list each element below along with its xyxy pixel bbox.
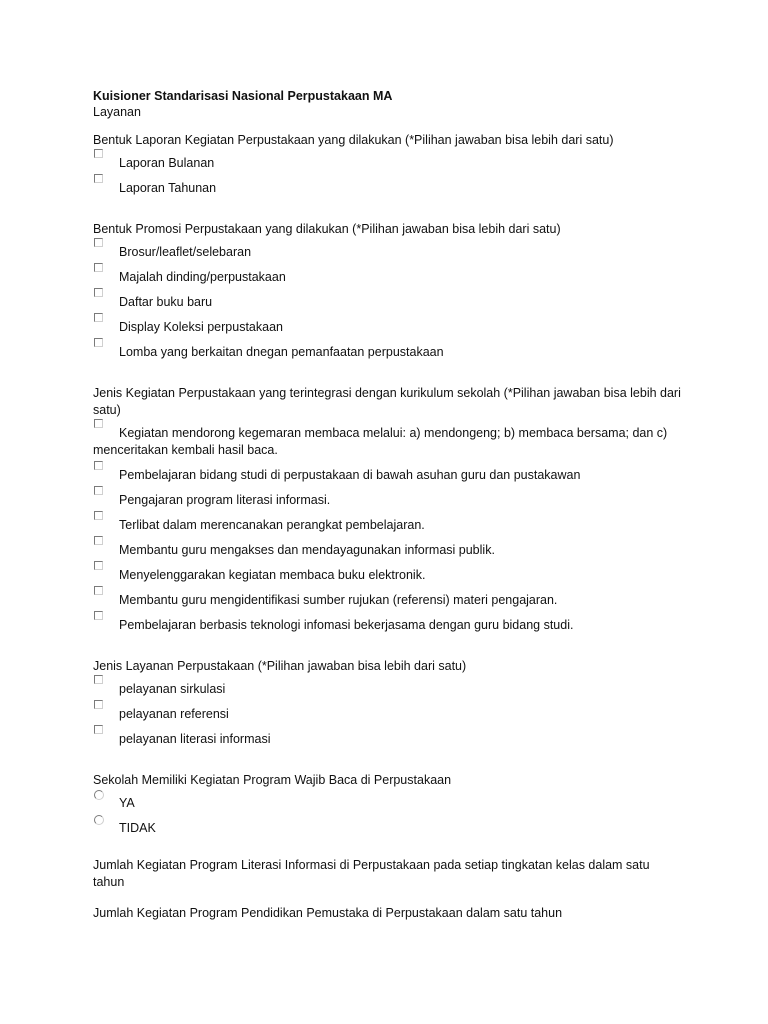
option-label: Daftar buku baru — [119, 295, 213, 309]
option-sirkulasi[interactable] — [93, 681, 683, 698]
option-label: pelayanan referensi — [119, 707, 229, 721]
option-label: Pengajaran program literasi informasi. — [119, 493, 331, 507]
option-teknologi-informasi[interactable] — [93, 617, 683, 634]
option-label: Terlibat dalam merencanakan perangkat pembelajaran. — [119, 518, 425, 532]
option-label: Kegiatan mendorong kegemaran membaca melalui: a) mendongeng; b) membaca bersama; dan c) menceritakan kembali hasil baca. — [93, 426, 668, 457]
option-referensi[interactable] — [93, 706, 683, 723]
option-daftar-buku[interactable] — [93, 294, 683, 311]
checkbox[interactable] — [94, 561, 103, 570]
option-display-koleksi[interactable] — [93, 319, 683, 336]
checkbox[interactable] — [94, 586, 103, 595]
checkbox[interactable] — [94, 174, 103, 183]
checkbox[interactable] — [94, 238, 103, 247]
checkbox[interactable] — [94, 675, 103, 684]
radio-button[interactable] — [94, 815, 104, 825]
option-label: Pembelajaran bidang studi di perpustakaan di bawah asuhan guru dan pustakawan — [119, 468, 581, 482]
question-block-promosi — [93, 221, 683, 361]
option-label: pelayanan sirkulasi — [119, 682, 226, 696]
option-label: Menyelenggarakan kegiatan membaca buku elektronik. — [119, 568, 426, 582]
option-label: Lomba yang berkaitan dnegan pemanfaatan perpustakaan — [119, 345, 444, 359]
option-ya[interactable] — [93, 795, 683, 812]
option-perangkat-pembelajaran[interactable] — [93, 517, 683, 534]
option-label: Laporan Tahunan — [119, 181, 217, 195]
questionnaire-page — [93, 88, 683, 922]
question-laporan: Bentuk Laporan Kegiatan Perpustakaan yang dilakukan (*Pilihan jawaban bisa lebih dari satu) — [93, 133, 614, 147]
checkbox[interactable] — [94, 263, 103, 272]
checkbox[interactable] — [94, 700, 103, 709]
document-title: Kuisioner Standarisasi Nasional Perpustakaan MA — [93, 89, 393, 103]
checkbox[interactable] — [94, 461, 103, 470]
option-informasi-publik[interactable] — [93, 542, 683, 559]
option-pembelajaran-bidang-studi[interactable] — [93, 467, 683, 484]
option-laporan-tahunan[interactable] — [93, 180, 683, 197]
checkbox[interactable] — [94, 611, 103, 620]
question-block-wajib-baca — [93, 772, 683, 837]
radio-button[interactable] — [94, 790, 104, 800]
option-label: Display Koleksi perpustakaan — [119, 320, 283, 334]
option-label: Brosur/leaflet/selebaran — [119, 245, 252, 259]
option-label: Laporan Bulanan — [119, 156, 215, 170]
option-label: Majalah dinding/perpustakaan — [119, 270, 286, 284]
checkbox[interactable] — [94, 536, 103, 545]
question-wajib-baca: Sekolah Memiliki Kegiatan Program Wajib Baca di Perpustakaan — [93, 773, 452, 787]
question-kegiatan: Jenis Kegiatan Perpustakaan yang terintegrasi dengan kurikulum sekolah (*Pilihan jawaban bisa lebih dari satu) — [93, 386, 681, 417]
question-literasi-informasi-count: Jumlah Kegiatan Program Literasi Informasi di Perpustakaan pada setiap tingkatan kelas dalam satu tahun — [93, 858, 650, 889]
checkbox[interactable] — [94, 419, 103, 428]
document-subtitle: Layanan — [93, 105, 141, 119]
checkbox[interactable] — [94, 338, 103, 347]
option-laporan-bulanan[interactable] — [93, 155, 683, 172]
checkbox[interactable] — [94, 149, 103, 158]
checkbox[interactable] — [94, 288, 103, 297]
question-promosi: Bentuk Promosi Perpustakaan yang dilakukan (*Pilihan jawaban bisa lebih dari satu) — [93, 222, 561, 236]
option-label: TIDAK — [119, 821, 156, 835]
option-label: pelayanan literasi informasi — [119, 732, 271, 746]
question-pendidikan-pemustaka-count: Jumlah Kegiatan Program Pendidikan Pemustaka di Perpustakaan dalam satu tahun — [93, 906, 563, 920]
question-block-layanan — [93, 658, 683, 748]
option-literasi-informasi[interactable] — [93, 492, 683, 509]
option-lomba[interactable] — [93, 344, 683, 361]
checkbox[interactable] — [94, 511, 103, 520]
option-buku-elektronik[interactable] — [93, 567, 683, 584]
option-sumber-rujukan[interactable] — [93, 592, 683, 609]
option-tidak[interactable] — [93, 820, 683, 837]
option-label: Membantu guru mengidentifikasi sumber rujukan (referensi) materi pengajaran. — [119, 593, 558, 607]
option-label: Pembelajaran berbasis teknologi infomasi bekerjasama dengan guru bidang studi. — [119, 618, 574, 632]
option-label: Membantu guru mengakses dan mendayagunakan informasi publik. — [119, 543, 495, 557]
checkbox[interactable] — [94, 486, 103, 495]
question-layanan: Jenis Layanan Perpustakaan (*Pilihan jawaban bisa lebih dari satu) — [93, 659, 467, 673]
option-majalah-dinding[interactable] — [93, 269, 683, 286]
option-label: YA — [119, 796, 135, 810]
option-literasi[interactable] — [93, 731, 683, 748]
checkbox[interactable] — [94, 725, 103, 734]
option-brosur[interactable] — [93, 244, 683, 261]
question-block-laporan — [93, 132, 683, 197]
checkbox[interactable] — [94, 313, 103, 322]
option-kegemaran-membaca[interactable] — [93, 425, 683, 459]
question-block-kegiatan — [93, 385, 683, 634]
